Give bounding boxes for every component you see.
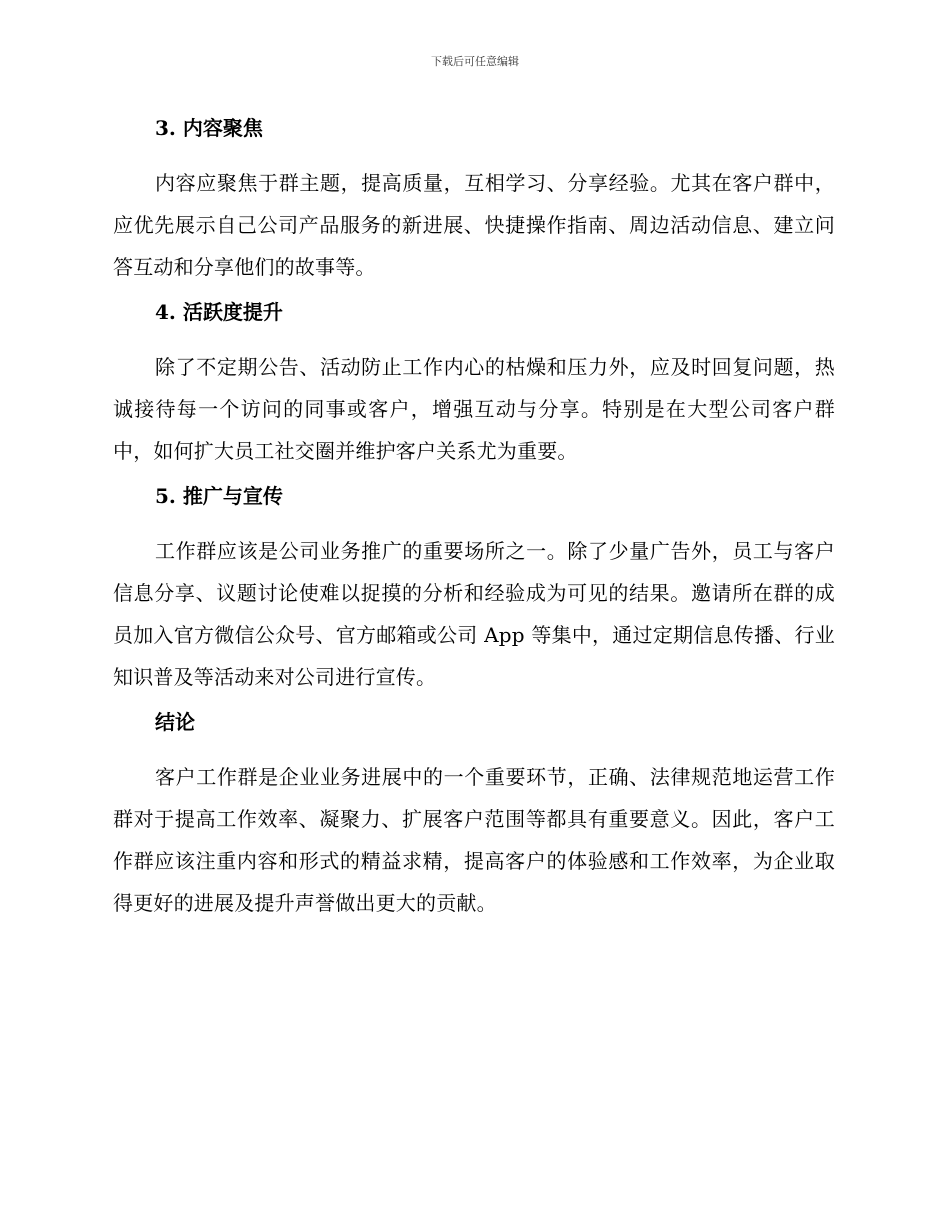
- section-heading: 5. 推广与宣传: [155, 484, 283, 508]
- section-activity-boost: [113, 298, 835, 472]
- document-body: [113, 108, 835, 934]
- section-conclusion: [113, 708, 835, 924]
- section-heading: 4. 活跃度提升: [155, 300, 283, 324]
- section-paragraph: 客户工作群是企业业务进展中的一个重要环节，正确、法律规范地运营工作群对于提高工作效率、凝聚力、扩展客户范围等都具有重要意义。因此，客户工作群应该注重内容和形式的精益求精，提高客户的体验感和工作效率，为企业取得更好的进展及提升声誉做出更大的贡献。: [113, 765, 835, 915]
- section-promotion: [113, 482, 835, 698]
- page-header: 下载后可任意编辑: [431, 55, 519, 68]
- section-heading: 3. 内容聚焦: [155, 116, 263, 140]
- section-content-focus: [113, 114, 835, 288]
- section-heading: 结论: [155, 710, 195, 734]
- section-paragraph: 工作群应该是公司业务推广的重要场所之一。除了少量广告外，员工与客户信息分享、议题讨论使难以捉摸的分析和经验成为可见的结果。邀请所在群的成员加入官方微信公众号、官方邮箱或公司 App 等集中，通过定期信息传播、行业知识普及等活动来对公司进行宣传。: [113, 539, 835, 689]
- section-paragraph: 内容应聚焦于群主题，提高质量，互相学习、分享经验。尤其在客户群中，应优先展示自己公司产品服务的新进展、快捷操作指南、周边活动信息、建立问答互动和分享他们的故事等。: [113, 171, 835, 279]
- section-paragraph: 除了不定期公告、活动防止工作内心的枯燥和压力外，应及时回复问题，热诚接待每一个访问的同事或客户，增强互动与分享。特别是在大型公司客户群中，如何扩大员工社交圈并维护客户关系尤为重要。: [113, 355, 835, 463]
